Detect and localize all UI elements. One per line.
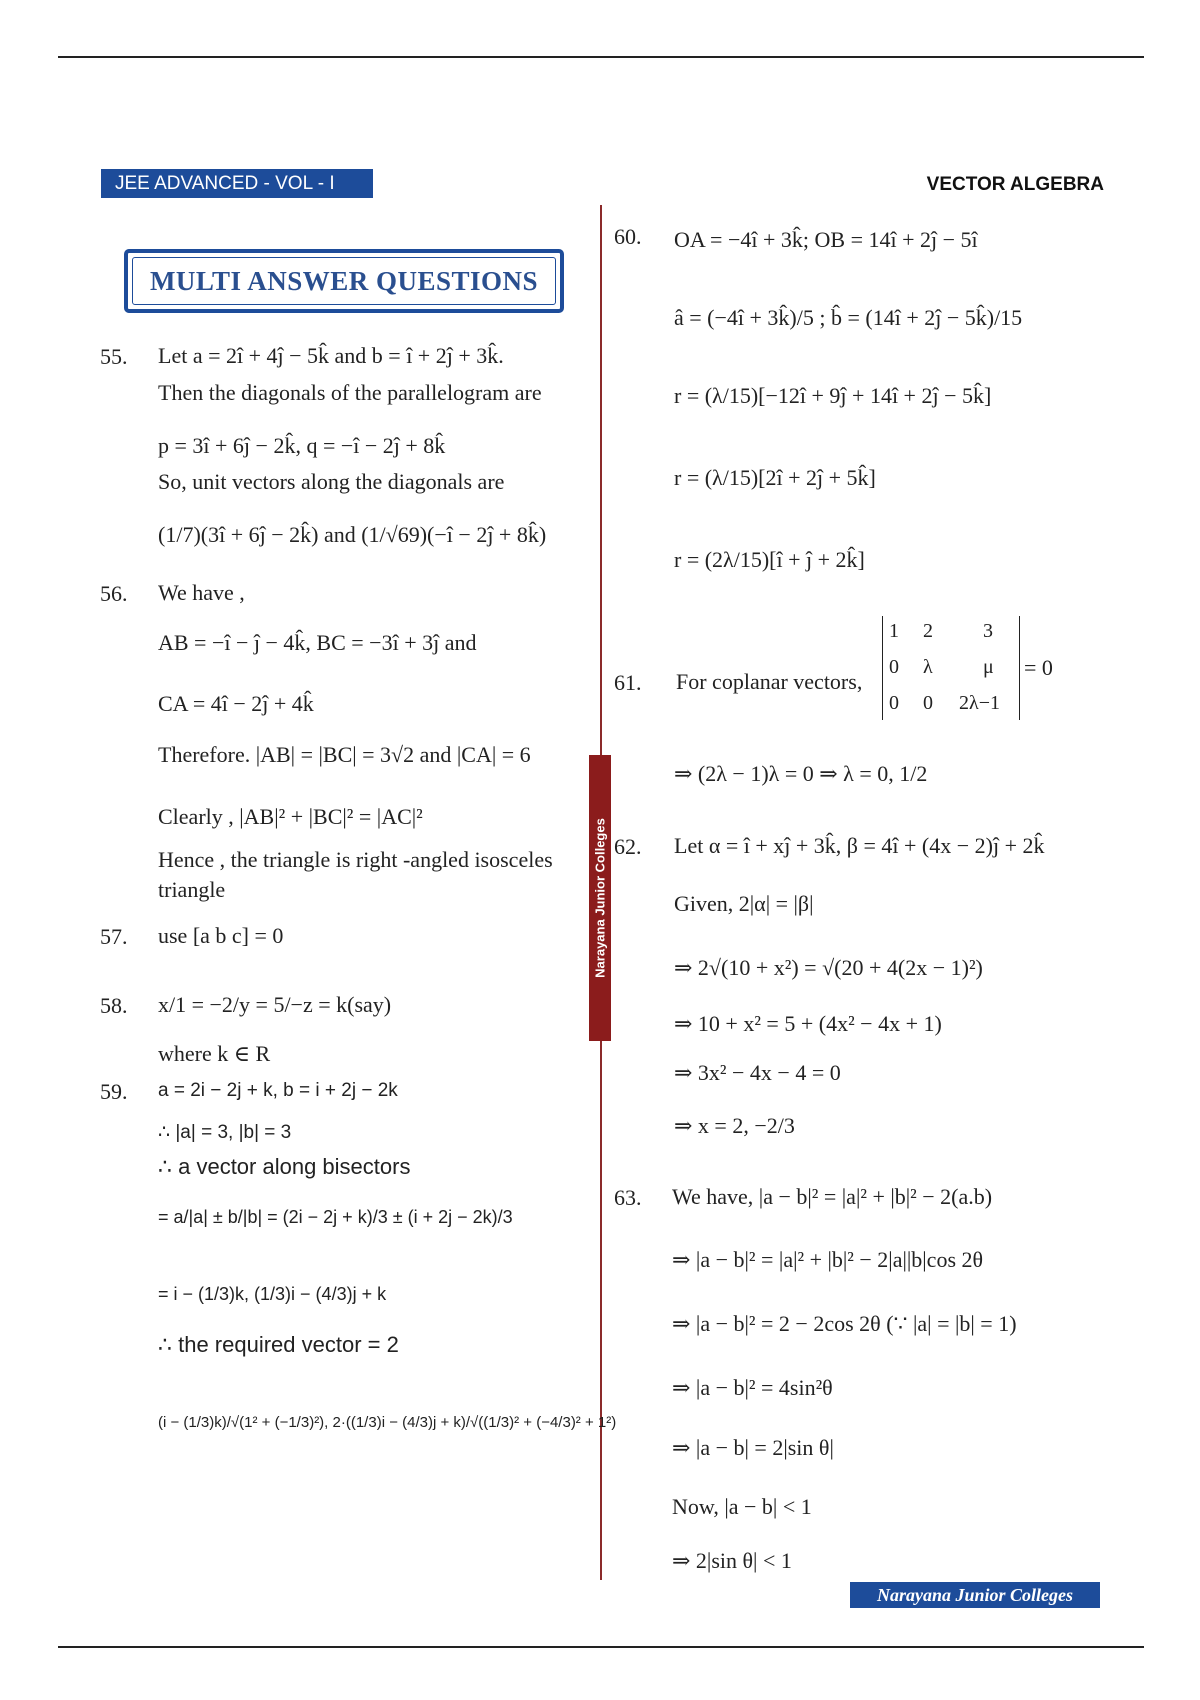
q59-line-5: = i − (1/3)k, (1/3)i − (4/3)j + k [158, 1284, 387, 1304]
q55-line-5: (1/7)(3î + 6ĵ − 2k̂) and (1/√69)(−î − 2ĵ + 8k̂) [158, 522, 547, 547]
question-number: 62. [614, 834, 642, 859]
q57-line-1: use [a b c] = 0 [158, 923, 284, 948]
q56-line-2: AB = −î − ĵ − 4k̂, BC = −3î + 3ĵ and [158, 630, 477, 655]
question-number: 59. [100, 1079, 128, 1104]
q60-line-1: OA = −4î + 3k̂; OB = 14î + 2ĵ − 5î [674, 227, 978, 252]
section-title: MULTI ANSWER QUESTIONS [132, 257, 556, 305]
det-cell: 3 [983, 620, 993, 642]
q61-equals: = 0 [1024, 655, 1053, 680]
q61-line-1: For coplanar vectors, [676, 669, 863, 694]
q60-line-3: r = (λ/15)[−12î + 9ĵ + 14î + 2ĵ − 5k̂] [674, 383, 992, 408]
top-rule [58, 56, 1144, 58]
q62-line-3: ⇒ 2√(10 + x²) = √(20 + 4(2x − 1)²) [674, 955, 983, 980]
q63-line-3: ⇒ |a − b|² = 2 − 2cos 2θ (∵ |a| = |b| = 1) [672, 1311, 1017, 1336]
header-chapter-title: VECTOR ALGEBRA [926, 174, 1104, 195]
q62-line-1: Let α = î + xĵ + 3k̂, β = 4î + (4x − 2)ĵ + 2k̂ [674, 833, 1045, 858]
q63-line-1: We have, |a − b|² = |a|² + |b|² − 2(a.b) [672, 1184, 993, 1209]
q58-line-2: where k ∈ R [158, 1041, 271, 1066]
determinant [882, 616, 1020, 720]
det-cell: μ [983, 656, 994, 678]
q62-line-5: ⇒ 3x² − 4x − 4 = 0 [674, 1060, 841, 1085]
q56-line-3: CA = 4î − 2ĵ + 4k̂ [158, 691, 314, 716]
det-cell: 2λ−1 [959, 692, 1000, 714]
q59-line-3: ∴ a vector along bisectors [158, 1154, 411, 1179]
q60-line-5: r = (2λ/15)[î + ĵ + 2k̂] [674, 547, 865, 572]
q63-line-4: ⇒ |a − b|² = 4sin²θ [672, 1375, 833, 1400]
det-cell: λ [923, 656, 933, 678]
q55-line-2: Then the diagonals of the parallelogram are [158, 380, 542, 405]
q63-line-2: ⇒ |a − b|² = |a|² + |b|² − 2|a||b|cos 2θ [672, 1247, 984, 1272]
q62-line-6: ⇒ x = 2, −2/3 [674, 1113, 795, 1138]
q59-line-6: ∴ the required vector = 2 [158, 1332, 399, 1357]
q55-line-1: Let a = 2î + 4ĵ − 5k̂ and b = î + 2ĵ + 3k̂. [158, 343, 504, 368]
q55-line-3: p = 3î + 6ĵ − 2k̂, q = −î − 2ĵ + 8k̂ [158, 433, 446, 458]
q56-line-4: Therefore. |AB| = |BC| = 3√2 and |CA| = 6 [158, 742, 531, 767]
question-number: 60. [614, 224, 642, 249]
det-cell: 2 [923, 620, 933, 642]
q63-line-6: Now, |a − b| < 1 [672, 1494, 812, 1519]
side-tab-label: Narayana Junior Colleges [592, 818, 608, 978]
q59-line-2: ∴ |a| = 3, |b| = 3 [158, 1122, 292, 1143]
question-number: 58. [100, 993, 128, 1018]
q55-line-4: So, unit vectors along the diagonals are [158, 469, 505, 494]
question-number: 61. [614, 670, 642, 695]
section-title-box [124, 249, 564, 313]
q60-line-4: r = (λ/15)[2î + 2ĵ + 5k̂] [674, 465, 876, 490]
q62-line-2: Given, 2|α| = |β| [674, 891, 814, 916]
q59-line-7: (i − (1/3)k)/√(1² + (−1/3)²), 2·((1/3)i − (4/3)j + k)/√((1/3)² + (−4/3)² + 1²) [158, 1414, 617, 1431]
question-number: 63. [614, 1185, 642, 1210]
bottom-rule [58, 1646, 1144, 1648]
q63-line-7: ⇒ 2|sin θ| < 1 [672, 1548, 792, 1573]
q60-line-2: â = (−4î + 3k̂)/5 ; b̂ = (14î + 2ĵ − 5k̂)/15 [674, 305, 1023, 330]
header-volume-badge: JEE ADVANCED - VOL - I [101, 169, 373, 198]
question-number: 57. [100, 924, 128, 949]
det-cell: 0 [889, 692, 899, 714]
question-number: 56. [100, 581, 128, 606]
det-cell: 1 [889, 620, 899, 642]
footer-brand: Narayana Junior Colleges [850, 1582, 1100, 1608]
q56-line-5: Clearly , |AB|² + |BC|² = |AC|² [158, 804, 423, 829]
det-cell: 0 [889, 656, 899, 678]
side-tab [589, 755, 611, 1041]
q56-line-1: We have , [158, 580, 245, 605]
q62-line-4: ⇒ 10 + x² = 5 + (4x² − 4x + 1) [674, 1011, 942, 1036]
q61-line-2: ⇒ (2λ − 1)λ = 0 ⇒ λ = 0, 1/2 [674, 761, 928, 786]
q59-line-4: = a/|a| ± b/|b| = (2i − 2j + k)/3 ± (i + 2j − 2k)/3 [158, 1207, 513, 1227]
q63-line-5: ⇒ |a − b| = 2|sin θ| [672, 1435, 834, 1460]
det-cell: 0 [923, 692, 933, 714]
q56-line-6: Hence , the triangle is right -angled isosceles [158, 847, 553, 872]
q59-line-1: a = 2i − 2j + k, b = i + 2j − 2k [158, 1080, 398, 1101]
q56-line-7: triangle [158, 877, 226, 902]
question-number: 55. [100, 344, 128, 369]
q58-line-1: x/1 = −2/y = 5/−z = k(say) [158, 992, 392, 1017]
